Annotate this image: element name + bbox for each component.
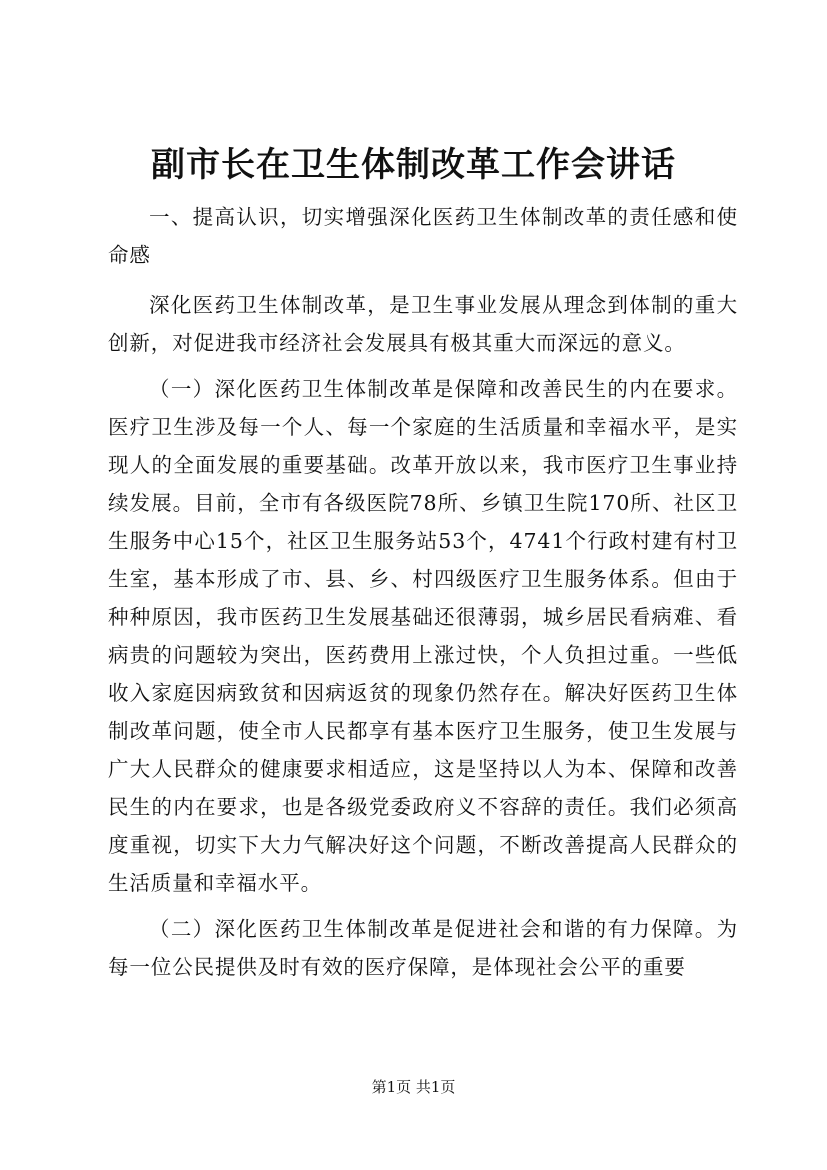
paragraph-point-two: （二）深化医药卫生体制改革是促进社会和谐的有力保障。为每一位公民提供及时有效的医疗保障，是体现社会公平的重要 <box>108 917 738 979</box>
section-heading: 一、提高认识，切实增强深化医药卫生体制改革的责任感和使命感 <box>108 205 738 267</box>
document-body <box>108 198 738 994</box>
paragraph-intro: 深化医药卫生体制改革，是卫生事业发展从理念到体制的重大创新，对促进我市经济社会发展具有极其重大而深远的意义。 <box>108 293 738 355</box>
document-title: 副市长在卫生体制改革工作会讲话 <box>151 145 676 185</box>
page-footer: 第1页 共1页 <box>371 1078 456 1096</box>
paragraph-point-one: （一）深化医药卫生体制改革是保障和改善民生的内在要求。医疗卫生涉及每一个人、每一个家庭的生活质量和幸福水平，是实现人的全面发展的重要基础。改革开放以来，我市医疗卫生事业持续发展。目前，全市有各级医院78所、乡镇卫生院170所、社区卫生服务中心15个，社区卫生服务站53个，4741个行政村建有村卫生室，基本形成了市、县、乡、村四级医疗卫生服务体系。但由于种种原因，我市医药卫生发展基础还很薄弱，城乡居民看病难、看病贵的问题较为突出，医药费用上涨过快，个人负担过重。一些低收入家庭因病致贫和因病返贫的现象仍然存在。解决好医药卫生体制改革问题，使全市人民都享有基本医疗卫生服务，使卫生发展与广大人民群众的健康要求相适应，这是坚持以人为本、保障和改善民生的内在要求，也是各级党委政府义不容辞的责任。我们必须高度重视，切实下大力气解决好这个问题，不断改善提高人民群众的生活质量和幸福水平。 <box>108 377 738 895</box>
